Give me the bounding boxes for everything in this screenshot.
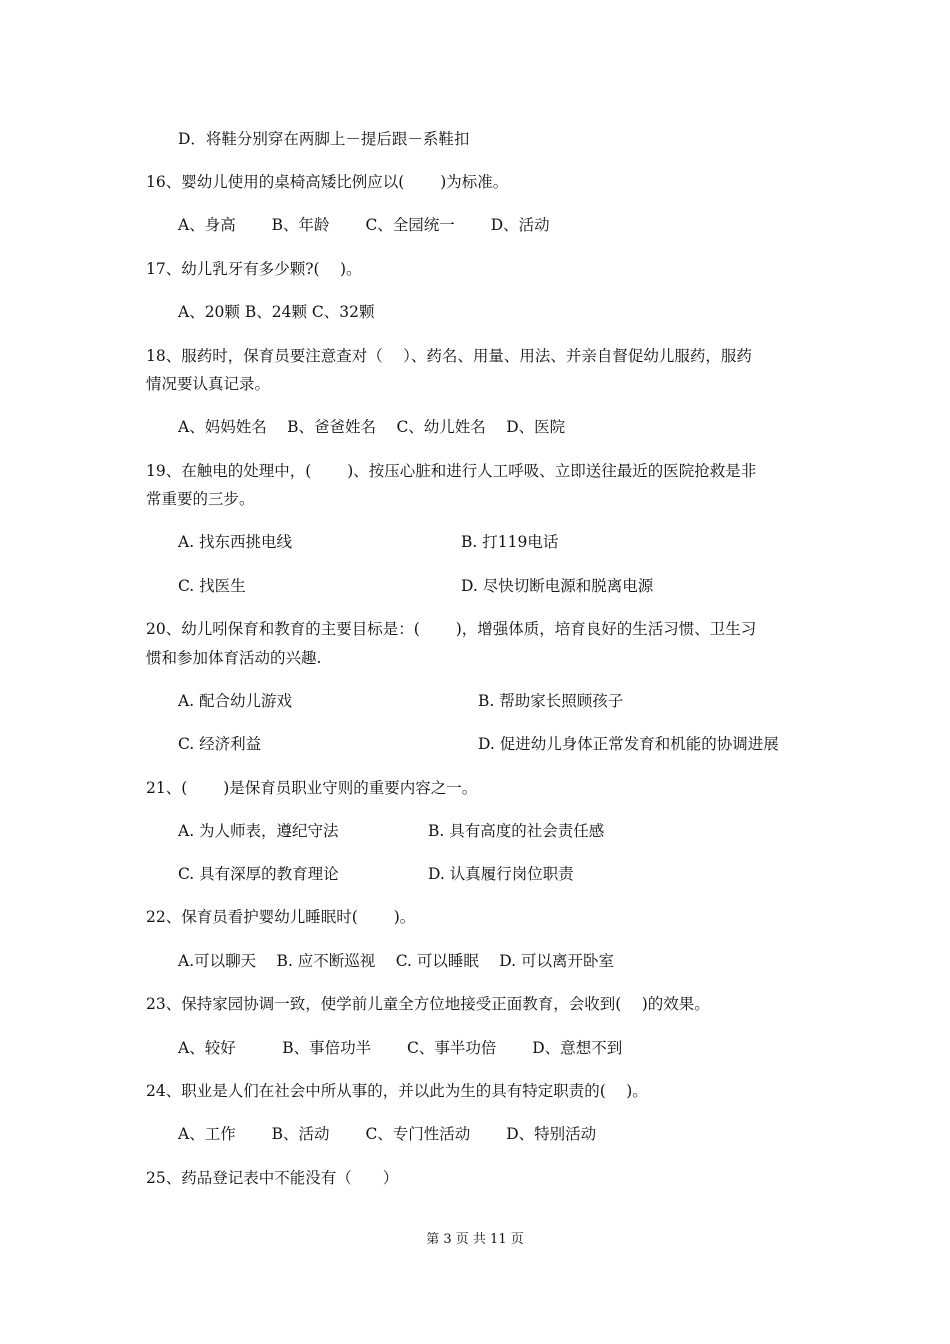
question-21-option-c: C. 具有深厚的教育理论 (178, 865, 339, 883)
question-24-options: A、工作 B、活动 C、专门性活动 D、特别活动 (178, 1125, 597, 1143)
question-22: 22、保育员看护婴幼儿睡眠时( )。 (146, 908, 416, 926)
page-footer: 第 3 页 共 11 页 (426, 1232, 524, 1247)
question-23: 23、保持家园协调一致，使学前儿童全方位地接受正面教育，会收到( )的效果。 (146, 995, 710, 1013)
question-16: 16、婴幼儿使用的桌椅高矮比例应以( )为标准。 (146, 173, 509, 191)
line-15-option-d: D．将鞋分别穿在两脚上－提后跟－系鞋扣 (178, 130, 470, 148)
question-19-line-2: 常重要的三步。 (146, 490, 255, 508)
question-20-option-b: B. 帮助家长照顾孩子 (478, 692, 624, 710)
question-19-option-a: A. 找东西挑电线 (178, 533, 293, 551)
question-21: 21、( )是保育员职业守则的重要内容之一。 (146, 779, 478, 797)
question-24: 24、职业是人们在社会中所从事的，并以此为生的具有特定职责的( )。 (146, 1082, 648, 1100)
question-19-option-c: C. 找医生 (178, 577, 246, 595)
question-17: 17、幼儿乳牙有多少颗?( )。 (146, 260, 362, 278)
question-20-line-1: 20、幼儿吲保育和教育的主要目标是：( )，增强体质，培育良好的生活习惯、卫生习 (146, 620, 757, 638)
question-20-option-d: D. 促进幼儿身体正常发育和机能的协调进展 (478, 735, 779, 753)
question-17-options: A、20颗 B、24颗 C、32颗 (178, 303, 375, 321)
question-21-option-b: B. 具有高度的社会责任感 (428, 822, 605, 840)
question-19-option-b: B. 打119电话 (461, 533, 559, 551)
question-23-options: A、较好 B、事倍功半 C、事半功倍 D、意想不到 (178, 1039, 623, 1057)
question-20-option-a: A. 配合幼儿游戏 (178, 692, 293, 710)
question-19-option-d: D. 尽快切断电源和脱离电源 (461, 577, 654, 595)
question-21-option-d: D. 认真履行岗位职责 (428, 865, 574, 883)
question-18-line-2: 情况要认真记录。 (146, 375, 271, 393)
question-22-options: A.可以聊天 B. 应不断巡视 C. 可以睡眠 D. 可以离开卧室 (178, 952, 615, 970)
question-16-options: A、身高 B、年龄 C、全园统一 D、活动 (178, 216, 550, 234)
question-19-line-1: 19、在触电的处理中，( )、按压心脏和进行人工呼吸、立即送往最近的医院抢救是非 (146, 462, 757, 480)
question-20-line-2: 惯和参加体育活动的兴趣. (146, 649, 322, 667)
question-25: 25、药品登记表中不能没有（ ） (146, 1169, 399, 1187)
question-20-option-c: C. 经济利益 (178, 735, 262, 753)
question-18-options: A、妈妈姓名 B、爸爸姓名 C、幼儿姓名 D、医院 (178, 418, 566, 436)
question-21-option-a: A. 为人师表，遵纪守法 (178, 822, 339, 840)
question-18-line-1: 18、服药时，保育员要注意查对（ ）、药名、用量、用法、并亲自督促幼儿服药，服药 (146, 347, 752, 365)
